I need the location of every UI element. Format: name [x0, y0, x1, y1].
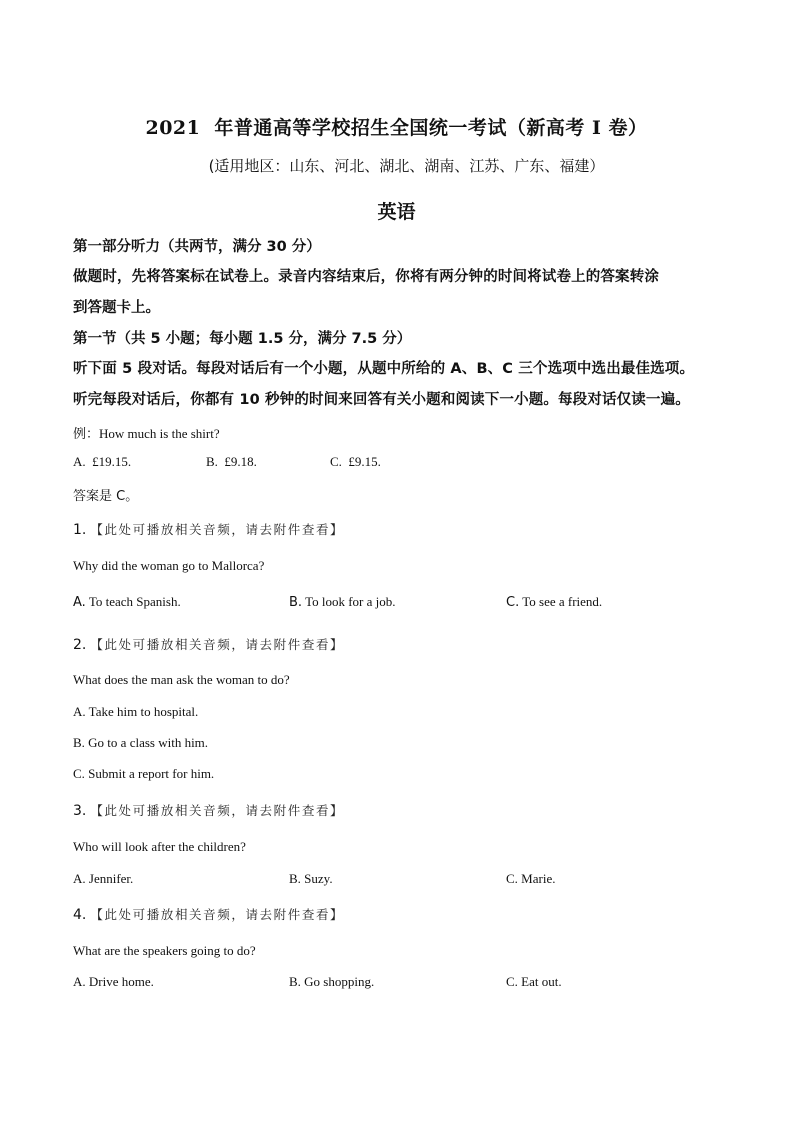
question-2-option-b: B. Go to a class with him.	[73, 735, 209, 750]
applicable-regions: (适用地区：山东、河北、湖北、湖南、江苏、广东、福建）	[208, 157, 605, 175]
question-1-header	[73, 520, 344, 538]
question-1-option-b: B. To look for a job.	[289, 594, 396, 610]
question-4-option-b: B. Go shopping.	[289, 974, 375, 989]
audio-note: 【此处可播放相关音频，请去附件查看】	[90, 637, 345, 652]
question-2-header	[73, 635, 344, 653]
section-heading: 第一节（共 5 小题；每小题 1.5 分，满分 7.5 分）	[73, 331, 412, 347]
question-4-header	[73, 905, 344, 923]
exam-year: 2021	[145, 117, 201, 139]
subject-heading: 英语	[377, 201, 416, 223]
question-4-option-c: C. Eat out.	[506, 974, 562, 989]
audio-note: 【此处可播放相关音频，请去附件查看】	[90, 907, 345, 922]
question-3-option-b: B. Suzy.	[289, 871, 333, 886]
question-4-option-a: A. Drive home.	[73, 974, 154, 989]
section-instruction-line-2: 听完每段对话后，你都有 10 秒钟的时间来回答有关小题和阅读下一小题。每段对话仅读一遍。	[73, 392, 690, 408]
exam-title-text: 年普通高等学校招生全国统一考试（新高考 I 卷）	[214, 117, 648, 139]
question-number: 1.	[73, 522, 87, 538]
section-instruction-line-1: 听下面 5 段对话。每段对话后有一个小题，从题中所给的 A、B、C 三个选项中选出最佳选项。	[73, 361, 695, 377]
example-question-text: How much is the shirt?	[99, 426, 220, 441]
question-number: 4.	[73, 907, 87, 923]
example-option-b: B. £9.18.	[206, 454, 257, 469]
question-number: 3.	[73, 803, 87, 819]
part-heading: 第一部分听力（共两节，满分 30 分）	[73, 239, 321, 255]
exam-title	[0, 113, 793, 140]
audio-note: 【此处可播放相关音频，请去附件查看】	[90, 522, 345, 537]
question-3-option-c: C. Marie.	[506, 871, 556, 886]
example-answer: 答案是 C。	[73, 489, 139, 504]
question-4-text: What are the speakers going to do?	[73, 943, 256, 958]
general-instruction-line-1: 做题时，先将答案标在试卷上。录音内容结束后，你将有两分钟的时间将试卷上的答案转涂	[73, 269, 659, 285]
question-3-text: Who will look after the children?	[73, 839, 246, 854]
example-option-a: A. £19.15.	[73, 454, 132, 469]
general-instruction-line-2: 到答题卡上。	[73, 300, 160, 316]
question-1-option-c: C. To see a friend.	[506, 594, 603, 610]
question-2-option-c: C. Submit a report for him.	[73, 766, 215, 781]
audio-note: 【此处可播放相关音频，请去附件查看】	[90, 803, 345, 818]
example-prefix: 例：	[73, 427, 100, 442]
question-1-option-a: A. To teach Spanish.	[73, 594, 181, 610]
question-2-text: What does the man ask the woman to do?	[73, 672, 290, 687]
example-question	[73, 423, 220, 442]
question-1-text: Why did the woman go to Mallorca?	[73, 558, 265, 573]
question-3-option-a: A. Jennifer.	[73, 871, 134, 886]
question-3-header	[73, 801, 344, 819]
question-2-option-a: A. Take him to hospital.	[73, 704, 199, 719]
question-number: 2.	[73, 637, 87, 653]
example-option-c: C. £9.15.	[330, 454, 381, 469]
